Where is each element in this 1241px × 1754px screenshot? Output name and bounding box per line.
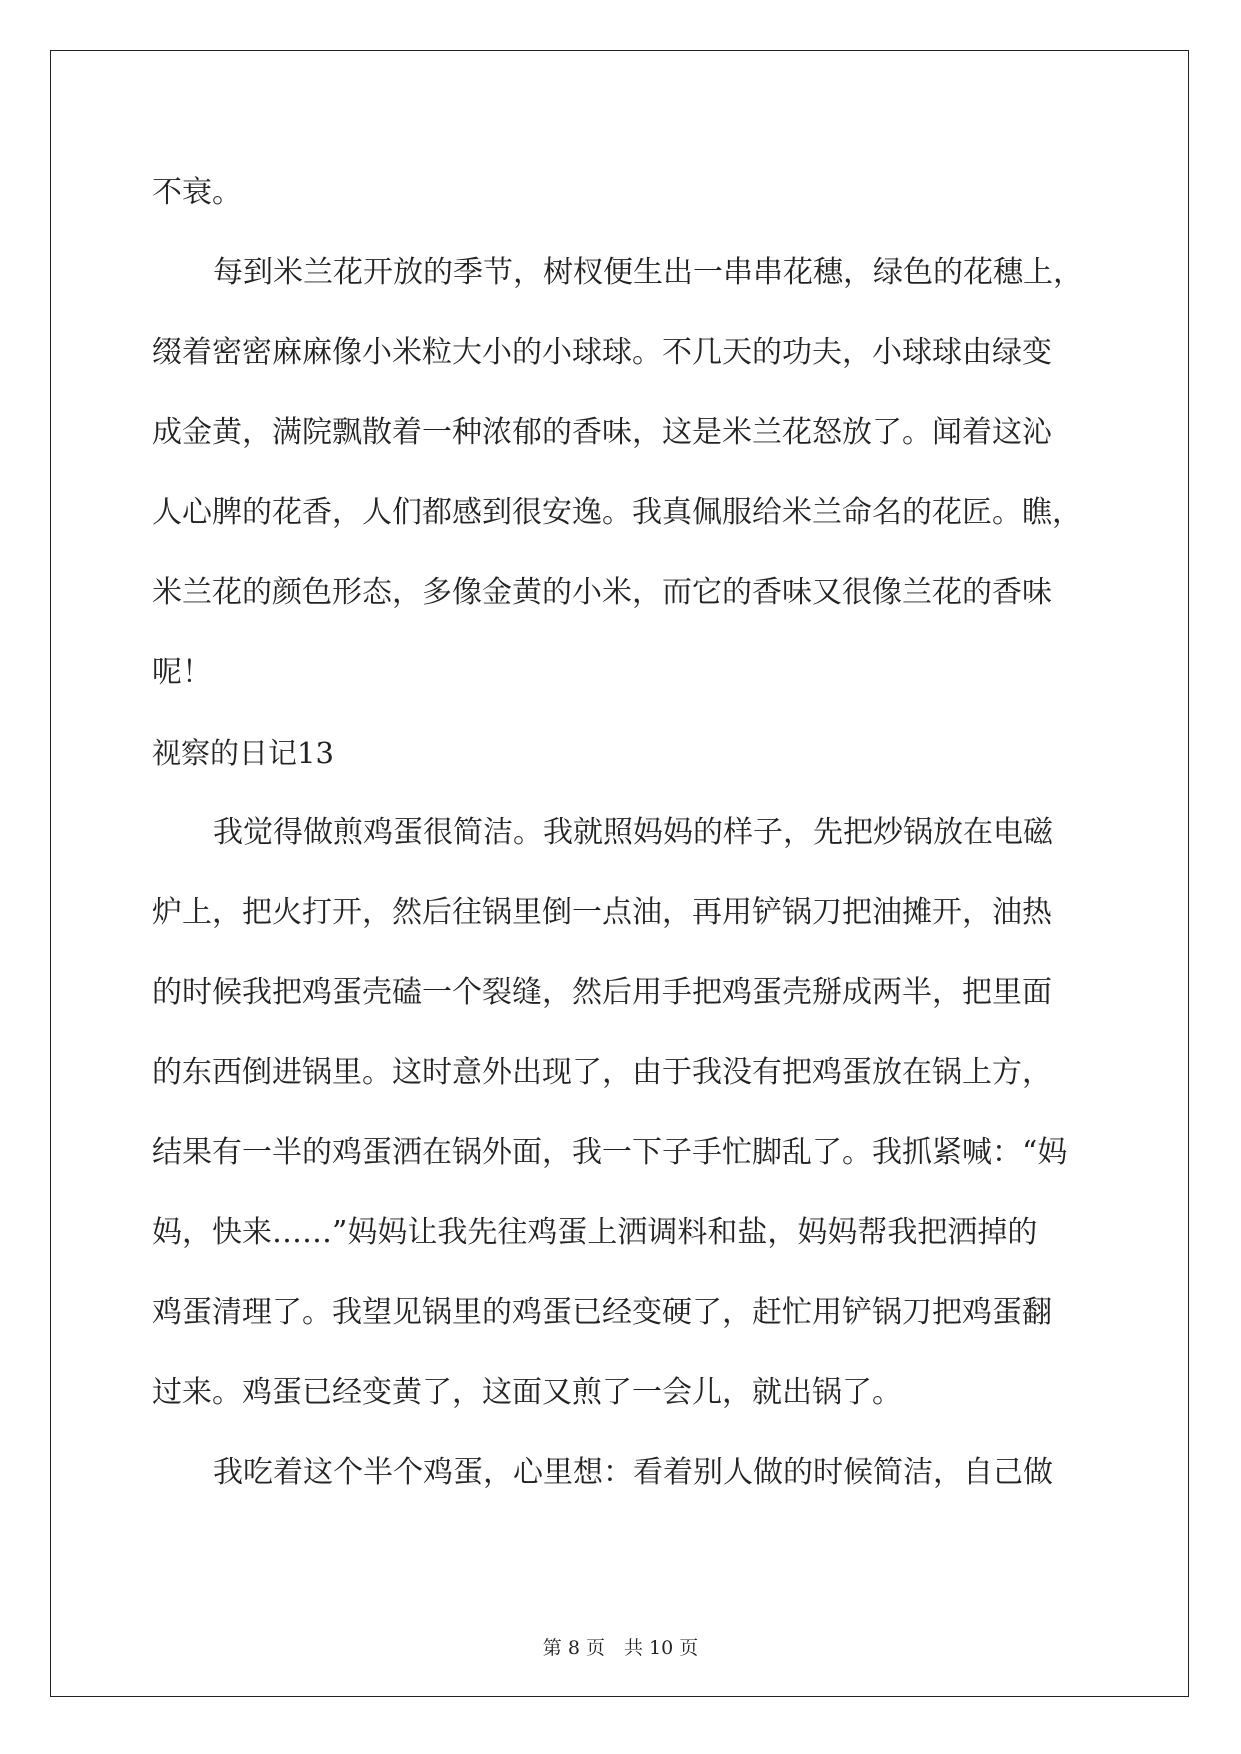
text-line: 的时候我把鸡蛋壳磕一个裂缝，然后用手把鸡蛋壳掰成两半，把里面: [152, 975, 1052, 1010]
text-line: 缀着密密麻麻像小米粒大小的小球球。不几天的功夫，小球球由绿变: [152, 335, 1052, 370]
text-line: 鸡蛋清理了。我望见锅里的鸡蛋已经变硬了，赶忙用铲锅刀把鸡蛋翻: [152, 1295, 1052, 1330]
text-line: 呢！: [152, 655, 212, 690]
text-line: 的东西倒进锅里。这时意外出现了，由于我没有把鸡蛋放在锅上方，: [152, 1055, 1052, 1090]
text-line: 结果有一半的鸡蛋洒在锅外面，我一下子手忙脚乱了。我抓紧喊：“妈: [152, 1135, 1068, 1170]
text-line: 成金黄，满院飘散着一种浓郁的香味，这是米兰花怒放了。闻着这沁: [152, 415, 1052, 450]
text-line: 我吃着这个半个鸡蛋，心里想：看着别人做的时候简洁，自己做: [213, 1455, 1053, 1490]
text-line: 我觉得做煎鸡蛋很简洁。我就照妈妈的样子，先把炒锅放在电磁: [213, 815, 1053, 850]
text-line: 炉上，把火打开，然后往锅里倒一点油，再用铲锅刀把油摊开，油热: [152, 895, 1052, 930]
text-line: 每到米兰花开放的季节，树杈便生出一串串花穗，绿色的花穗上，: [213, 255, 1083, 290]
text-line: 过来。鸡蛋已经变黄了，这面又煎了一会儿，就出锅了。: [152, 1375, 902, 1410]
text-line: 妈，快来……”妈妈让我先往鸡蛋上洒调料和盐，妈妈帮我把洒掉的: [152, 1215, 1038, 1250]
page-border: [50, 50, 1189, 1697]
text-line: 不衰。: [152, 175, 242, 210]
text-line: 米兰花的颜色形态，多像金黄的小米，而它的香味又很像兰花的香味: [152, 575, 1052, 610]
page-number-footer: 第 8 页 共 10 页: [542, 1637, 699, 1659]
section-heading: 视察的日记13: [152, 736, 334, 770]
text-line: 人心脾的花香，人们都感到很安逸。我真佩服给米兰命名的花匠。瞧，: [152, 495, 1082, 530]
